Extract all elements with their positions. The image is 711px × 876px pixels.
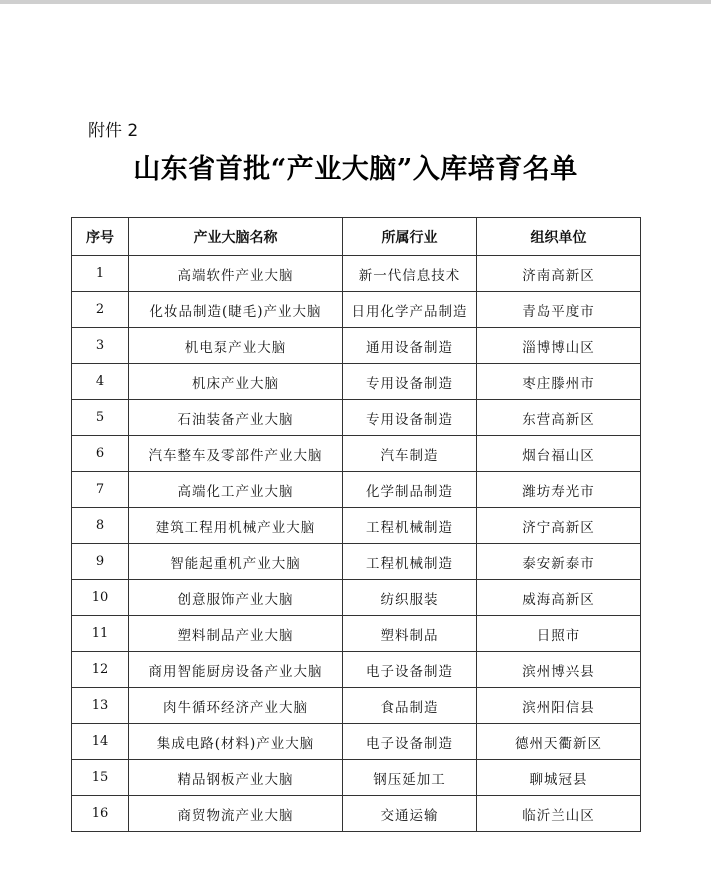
cell-industry: 日用化学产品制造 bbox=[343, 292, 477, 328]
cell-serial: 16 bbox=[72, 796, 129, 832]
cell-industry: 新一代信息技术 bbox=[343, 256, 477, 292]
cell-brain-name: 化妆品制造(睫毛)产业大脑 bbox=[129, 292, 343, 328]
table-row bbox=[72, 544, 641, 580]
table-row bbox=[72, 724, 641, 760]
cell-serial: 2 bbox=[72, 292, 129, 328]
cell-serial: 3 bbox=[72, 328, 129, 364]
cell-industry: 专用设备制造 bbox=[343, 364, 477, 400]
cell-organizer: 日照市 bbox=[477, 616, 641, 652]
cell-organizer: 东营高新区 bbox=[477, 400, 641, 436]
cell-industry: 工程机械制造 bbox=[343, 508, 477, 544]
cell-brain-name: 塑料制品产业大脑 bbox=[129, 616, 343, 652]
top-edge-bar bbox=[0, 0, 711, 4]
cell-organizer: 淄博博山区 bbox=[477, 328, 641, 364]
table-row bbox=[72, 688, 641, 724]
table-row bbox=[72, 580, 641, 616]
cell-serial: 15 bbox=[72, 760, 129, 796]
cell-serial: 14 bbox=[72, 724, 129, 760]
cell-organizer: 济南高新区 bbox=[477, 256, 641, 292]
cell-brain-name: 商用智能厨房设备产业大脑 bbox=[129, 652, 343, 688]
cell-organizer: 威海高新区 bbox=[477, 580, 641, 616]
table-header-row bbox=[72, 218, 641, 256]
cell-brain-name: 高端化工产业大脑 bbox=[129, 472, 343, 508]
table-row bbox=[72, 796, 641, 832]
cell-brain-name: 智能起重机产业大脑 bbox=[129, 544, 343, 580]
cell-organizer: 滨州博兴县 bbox=[477, 652, 641, 688]
cell-industry: 交通运输 bbox=[343, 796, 477, 832]
cell-brain-name: 精品钢板产业大脑 bbox=[129, 760, 343, 796]
table-row bbox=[72, 328, 641, 364]
cell-organizer: 青岛平度市 bbox=[477, 292, 641, 328]
cell-brain-name: 机床产业大脑 bbox=[129, 364, 343, 400]
cell-serial: 11 bbox=[72, 616, 129, 652]
table-row bbox=[72, 508, 641, 544]
cell-brain-name: 集成电路(材料)产业大脑 bbox=[129, 724, 343, 760]
document-title: 山东省首批“产业大脑”入库培育名单 bbox=[133, 154, 578, 185]
table-row bbox=[72, 616, 641, 652]
cell-organizer: 济宁高新区 bbox=[477, 508, 641, 544]
table-row bbox=[72, 652, 641, 688]
cell-industry: 化学制品制造 bbox=[343, 472, 477, 508]
cell-brain-name: 高端软件产业大脑 bbox=[129, 256, 343, 292]
cell-serial: 13 bbox=[72, 688, 129, 724]
cell-serial: 1 bbox=[72, 256, 129, 292]
header-brain-name: 产业大脑名称 bbox=[129, 218, 343, 256]
cell-organizer: 德州天衢新区 bbox=[477, 724, 641, 760]
table-row bbox=[72, 760, 641, 796]
cell-serial: 7 bbox=[72, 472, 129, 508]
cell-organizer: 烟台福山区 bbox=[477, 436, 641, 472]
cell-organizer: 滨州阳信县 bbox=[477, 688, 641, 724]
cell-serial: 12 bbox=[72, 652, 129, 688]
attachment-label: 附件 2 bbox=[88, 121, 139, 141]
cell-industry: 纺织服装 bbox=[343, 580, 477, 616]
header-organizer: 组织单位 bbox=[477, 218, 641, 256]
cell-industry: 塑料制品 bbox=[343, 616, 477, 652]
header-industry: 所属行业 bbox=[343, 218, 477, 256]
cell-brain-name: 汽车整车及零部件产业大脑 bbox=[129, 436, 343, 472]
cell-organizer: 枣庄滕州市 bbox=[477, 364, 641, 400]
cell-brain-name: 创意服饰产业大脑 bbox=[129, 580, 343, 616]
table-row bbox=[72, 364, 641, 400]
cell-serial: 8 bbox=[72, 508, 129, 544]
table-row bbox=[72, 436, 641, 472]
cell-brain-name: 商贸物流产业大脑 bbox=[129, 796, 343, 832]
cell-brain-name: 建筑工程用机械产业大脑 bbox=[129, 508, 343, 544]
header-serial: 序号 bbox=[72, 218, 129, 256]
cell-industry: 专用设备制造 bbox=[343, 400, 477, 436]
cell-serial: 4 bbox=[72, 364, 129, 400]
table-row bbox=[72, 472, 641, 508]
cell-serial: 5 bbox=[72, 400, 129, 436]
cell-industry: 电子设备制造 bbox=[343, 724, 477, 760]
cell-serial: 6 bbox=[72, 436, 129, 472]
table-row bbox=[72, 400, 641, 436]
cell-organizer: 临沂兰山区 bbox=[477, 796, 641, 832]
cell-organizer: 潍坊寿光市 bbox=[477, 472, 641, 508]
cell-industry: 钢压延加工 bbox=[343, 760, 477, 796]
cell-serial: 9 bbox=[72, 544, 129, 580]
cell-brain-name: 石油装备产业大脑 bbox=[129, 400, 343, 436]
cell-industry: 汽车制造 bbox=[343, 436, 477, 472]
cell-organizer: 泰安新泰市 bbox=[477, 544, 641, 580]
incubation-list-table bbox=[71, 217, 641, 832]
cell-brain-name: 肉牛循环经济产业大脑 bbox=[129, 688, 343, 724]
cell-industry: 通用设备制造 bbox=[343, 328, 477, 364]
cell-serial: 10 bbox=[72, 580, 129, 616]
cell-organizer: 聊城冠县 bbox=[477, 760, 641, 796]
cell-industry: 电子设备制造 bbox=[343, 652, 477, 688]
cell-brain-name: 机电泵产业大脑 bbox=[129, 328, 343, 364]
cell-industry: 食品制造 bbox=[343, 688, 477, 724]
table-row bbox=[72, 256, 641, 292]
table-row bbox=[72, 292, 641, 328]
cell-industry: 工程机械制造 bbox=[343, 544, 477, 580]
